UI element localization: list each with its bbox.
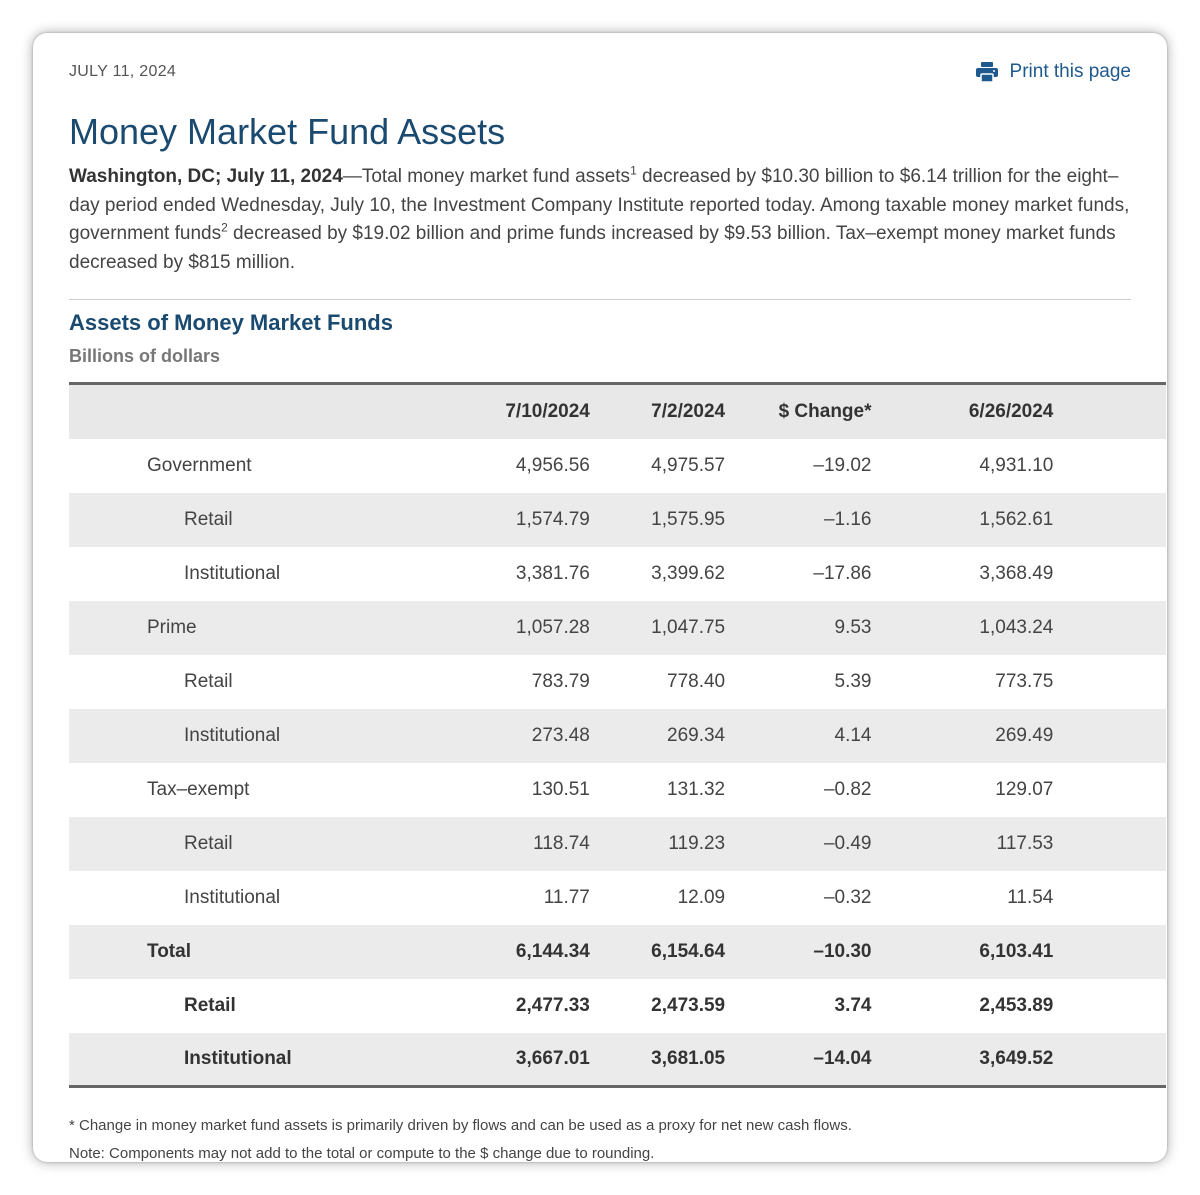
table-cell: 2,477.33 [515,994,590,1016]
table-cell: 3,649.52 [979,1047,1054,1069]
release-date: JULY 11, 2024 [69,63,177,80]
table-cell: 3,381.76 [515,562,590,584]
row-label: Prime [147,616,197,638]
table-row [69,871,1166,925]
table-cell: 2,453.89 [979,994,1054,1016]
row-label: Institutional [184,1047,292,1069]
table-header-row [69,384,1166,439]
table-cell-spacer [1054,979,1166,1033]
footnote-ref-1: 1 [630,163,637,178]
intro-text-2: decreased by $10.30 billion to $6.14 trillion for the eight–day period ended Wednesday, July 10, the Investment Company Institute reported today. Among taxable money market funds, government funds [69,166,1130,244]
row-label: Tax–exempt [147,778,250,800]
table-cell: 1,574.79 [515,508,590,530]
table-cell: 130.51 [531,778,590,800]
table-cell: 117.53 [996,832,1054,854]
column-header [69,384,398,439]
table-cell: 4,956.56 [515,454,590,476]
table-cell: 6,144.34 [515,940,590,962]
table-body [69,439,1166,1087]
table-cell: 273.48 [531,724,590,746]
table-cell: 129.07 [995,778,1054,800]
table-row [69,493,1166,547]
change-footnote: * Change in money market fund assets is primarily driven by flows and can be used as a proxy for net new cash flows. [69,1117,852,1134]
table-cell: 1,575.95 [651,508,726,530]
table-cell: 11.77 [543,886,590,908]
row-label: Retail [184,994,236,1016]
row-label: Institutional [184,562,281,584]
table-cell: 6,154.64 [651,940,726,962]
intro-paragraph [69,163,1131,277]
table-cell: 118.74 [533,832,590,854]
intro-dateline: Washington, DC; July 11, 2024 [69,166,343,187]
table-cell-spacer [1054,493,1166,547]
assets-table [69,382,1166,1088]
table-cell: –0.49 [823,832,872,854]
table-cell: 1,562.61 [979,508,1054,530]
table-cell: 269.34 [667,724,726,746]
table-cell: –0.82 [823,778,872,800]
table-cell: 119.23 [668,832,726,854]
table-row [69,817,1166,871]
table-cell-spacer [1054,655,1166,709]
table-cell: 1,047.75 [651,616,726,638]
table-cell: 4.14 [834,724,872,746]
intro-text-1: —Total money market fund assets [342,166,631,187]
page-card [33,33,1167,1162]
table-cell: 4,975.57 [651,454,726,476]
table-cell: 5.39 [834,670,872,692]
table-cell: 11.54 [1007,886,1054,908]
table-cell: 773.75 [995,670,1054,692]
row-label: Retail [184,832,233,854]
table-cell: 131.32 [667,778,726,800]
page-title: Money Market Fund Assets [69,111,506,152]
table-row [69,709,1166,763]
top-bar [51,33,1149,93]
footnotes [69,1112,1149,1168]
table-cell: 3,368.49 [979,562,1054,584]
table-row [69,763,1166,817]
table-row [69,979,1166,1033]
row-label: Government [147,454,252,476]
table-row [69,655,1166,709]
table-cell: 3,681.05 [651,1047,726,1069]
table-cell: 3.74 [834,994,872,1016]
table-cell: –17.86 [813,562,872,584]
row-label: Total [147,940,191,962]
table-cell: 12.09 [677,886,726,908]
table-cell-spacer [1054,439,1166,493]
row-label: Institutional [184,724,281,746]
table-row [69,601,1166,655]
table-cell-spacer [1054,763,1166,817]
table-title: Assets of Money Market Funds [69,310,393,335]
table-row [69,439,1166,493]
print-page-link[interactable] [976,61,1131,83]
rounding-footnote: Note: Components may not add to the total or compute to the $ change due to rounding. [69,1145,655,1162]
row-label: Retail [184,508,233,530]
divider [69,299,1131,300]
table-row [69,547,1166,601]
print-label: Print this page [1009,61,1131,82]
table-cell-spacer [1054,925,1166,979]
table-cell-spacer [1054,871,1166,925]
row-label: Retail [184,670,233,692]
table-cell-spacer [1054,1033,1166,1087]
table-cell: 6,103.41 [979,940,1054,962]
table-cell-spacer [1054,709,1166,763]
table-cell: 783.79 [531,670,590,692]
table-cell: –0.32 [823,886,872,908]
table-cell: 1,043.24 [979,616,1054,638]
footnote-ref-2: 2 [221,220,228,235]
table-cell: –19.02 [813,454,872,476]
table-cell: 3,399.62 [651,562,726,584]
table-cell: 9.53 [834,616,872,638]
table-subtitle: Billions of dollars [69,346,221,366]
table-cell-spacer [1054,601,1166,655]
table-cell: 1,057.28 [515,616,590,638]
table-cell: 3,667.01 [515,1047,590,1069]
column-header: $ Change* [778,400,872,422]
table-cell-spacer [1054,817,1166,871]
table-cell: 2,473.59 [651,994,726,1016]
table-cell-spacer [1054,547,1166,601]
table-row [69,1033,1166,1087]
table-cell: –1.16 [823,508,872,530]
column-header [1054,384,1166,439]
table-cell: 4,931.10 [979,454,1054,476]
printer-icon [976,62,998,82]
row-label: Institutional [184,886,281,908]
table-row [69,925,1166,979]
intro-text-3: decreased by $19.02 billion and prime funds increased by $9.53 billion. Tax–exempt money market funds decreased by $815 million. [69,223,1116,273]
table-cell: 269.49 [995,724,1054,746]
column-header: 7/2/2024 [651,400,726,422]
table-cell: –10.30 [813,940,872,962]
table-cell: –14.04 [813,1047,872,1069]
column-header: 7/10/2024 [505,400,590,422]
column-header: 6/26/2024 [968,400,1054,422]
table-cell: 778.40 [667,670,726,692]
